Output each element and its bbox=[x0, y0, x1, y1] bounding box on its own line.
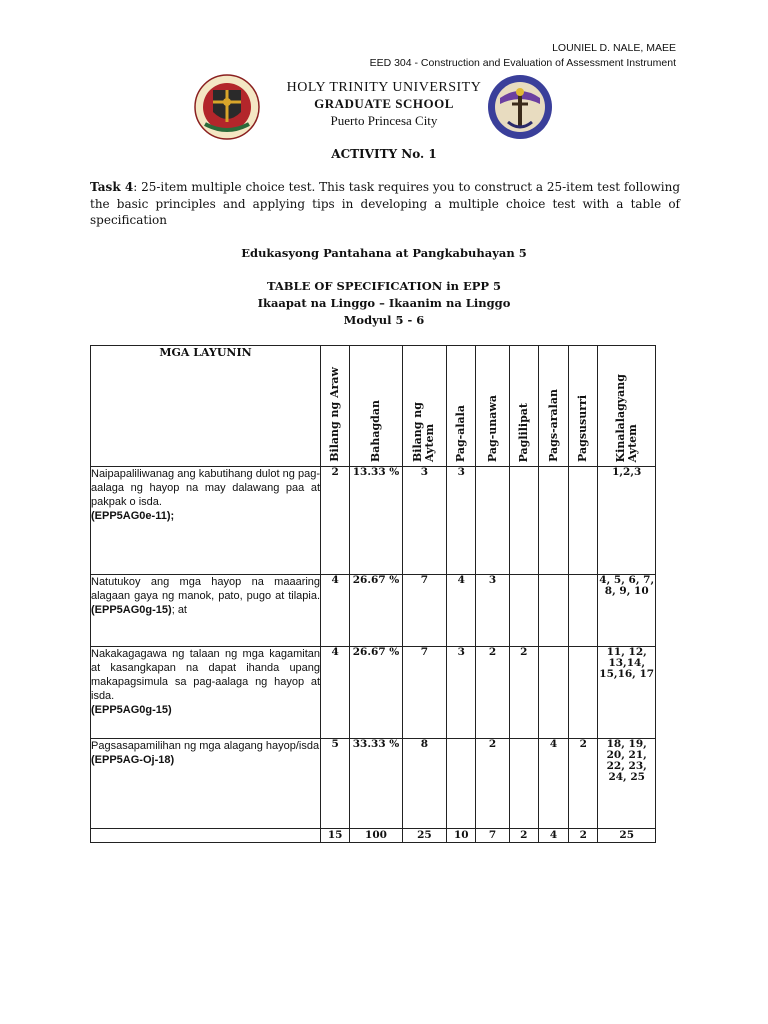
objective-cell: Nakakagagawa ng talaan ng mga kagamitan at kasangkapan na dapat ihanda upang makapagsimula sa pag-aalaga ng hayop at isda. (EPP5AG0g-15) bbox=[91, 647, 321, 739]
total-understanding: 7 bbox=[476, 829, 509, 843]
cell-days: 5 bbox=[321, 739, 350, 829]
cell-days: 4 bbox=[321, 647, 350, 739]
header-percentage: Bahagdan bbox=[350, 346, 402, 467]
tos-title: TABLE OF SPECIFICATION in EPP 5 bbox=[266, 279, 502, 293]
total-evaluating: 2 bbox=[569, 829, 598, 843]
table-row bbox=[91, 467, 656, 575]
cell-remembering: 3 bbox=[447, 647, 476, 739]
table-total-row bbox=[91, 829, 656, 843]
cell-item-placement: 11, 12, 13,14, 15,16, 17 bbox=[598, 647, 656, 739]
total-days: 15 bbox=[321, 829, 350, 843]
author-block bbox=[116, 41, 676, 71]
cell-analyzing bbox=[538, 467, 568, 575]
total-analyzing: 4 bbox=[538, 829, 568, 843]
header-applying: Paglilipat bbox=[509, 346, 538, 467]
cell-percentage: 26.67 % bbox=[350, 647, 402, 739]
cell-percentage: 33.33 % bbox=[350, 739, 402, 829]
cell-evaluating bbox=[569, 647, 598, 739]
course-title: EED 304 - Construction and Evaluation of Assessment Instrument bbox=[369, 57, 676, 69]
cell-item-placement: 18, 19, 20, 21, 22, 23, 24, 25 bbox=[598, 739, 656, 829]
subject-title: Edukasyong Pantahana at Pangkabuhayan 5 bbox=[241, 246, 527, 260]
tos-weeks: Ikaapat na Linggo – Ikaanim na Linggo bbox=[257, 296, 511, 310]
cell-remembering bbox=[447, 739, 476, 829]
total-applying: 2 bbox=[509, 829, 538, 843]
table-header-row bbox=[91, 346, 656, 467]
tos-module: Modyul 5 - 6 bbox=[343, 313, 425, 327]
header-analyzing: Pags-aralan bbox=[538, 346, 568, 467]
cell-analyzing bbox=[538, 575, 568, 647]
cell-days: 4 bbox=[321, 575, 350, 647]
cell-item-placement: 4, 5, 6, 7, 8, 9, 10 bbox=[598, 575, 656, 647]
header-remembering: Pag-alala bbox=[447, 346, 476, 467]
task-description bbox=[90, 179, 680, 229]
cell-applying bbox=[509, 575, 538, 647]
cell-applying bbox=[509, 739, 538, 829]
cell-remembering: 4 bbox=[447, 575, 476, 647]
cell-item-count: 7 bbox=[402, 647, 446, 739]
cell-item-count: 3 bbox=[402, 467, 446, 575]
cell-item-count: 7 bbox=[402, 575, 446, 647]
objectives-header: MGA LAYUNIN bbox=[91, 346, 321, 467]
objective-cell: Naipapaliliwanag ang kabutihang dulot ng pag-aalaga ng hayop na may dalawang paa at pakpak o isda. (EPP5AG0e-11); bbox=[91, 467, 321, 575]
city-name: Puerto Princesa City bbox=[330, 113, 438, 128]
cell-item-count: 8 bbox=[402, 739, 446, 829]
school-name: GRADUATE SCHOOL bbox=[314, 96, 454, 111]
cell-analyzing: 4 bbox=[538, 739, 568, 829]
cell-analyzing bbox=[538, 647, 568, 739]
cell-evaluating bbox=[569, 575, 598, 647]
total-label-cell bbox=[91, 829, 321, 843]
cell-understanding: 2 bbox=[476, 739, 509, 829]
table-row bbox=[91, 647, 656, 739]
table-row bbox=[91, 739, 656, 829]
table-of-specification bbox=[90, 345, 656, 843]
task-label: Task 4 bbox=[90, 180, 134, 194]
cell-applying bbox=[509, 467, 538, 575]
header-item-placement: Kinalalagyang Aytem bbox=[598, 346, 656, 467]
cell-applying: 2 bbox=[509, 647, 538, 739]
cell-understanding bbox=[476, 467, 509, 575]
cell-evaluating bbox=[569, 467, 598, 575]
cell-days: 2 bbox=[321, 467, 350, 575]
objective-cell: Natutukoy ang mga hayop na maaaring alagaan gaya ng manok, pato, pugo at tilapia. (EPP5AG0g-15); at bbox=[91, 575, 321, 647]
total-item-placement: 25 bbox=[598, 829, 656, 843]
objective-cell: Pagsasapamilihan ng mga alagang hayop/isda (EPP5AG-Oj-18) bbox=[91, 739, 321, 829]
cell-percentage: 13.33 % bbox=[350, 467, 402, 575]
header-days: Bilang ng Araw bbox=[321, 346, 350, 467]
tos-heading bbox=[0, 278, 768, 329]
header-understanding: Pag-unawa bbox=[476, 346, 509, 467]
activity-title: ACTIVITY No. 1 bbox=[331, 147, 437, 161]
total-percentage: 100 bbox=[350, 829, 402, 843]
header-item-count: Bilang ng Aytem bbox=[402, 346, 446, 467]
author-name: LOUNIEL D. NALE, MAEE bbox=[552, 42, 676, 54]
cell-evaluating: 2 bbox=[569, 739, 598, 829]
cell-percentage: 26.67 % bbox=[350, 575, 402, 647]
table-row bbox=[91, 575, 656, 647]
total-item-count: 25 bbox=[402, 829, 446, 843]
cell-remembering: 3 bbox=[447, 467, 476, 575]
cell-item-placement: 1,2,3 bbox=[598, 467, 656, 575]
university-name: HOLY TRINITY UNIVERSITY bbox=[286, 80, 482, 95]
cell-understanding: 3 bbox=[476, 575, 509, 647]
task-text: : 25-item multiple choice test. This task requires you to construct a 25-item test following the basic principles and applying tips in developing a multiple choice test with a table of specification bbox=[90, 180, 680, 227]
total-remembering: 10 bbox=[447, 829, 476, 843]
header-evaluating: Pagsusurri bbox=[569, 346, 598, 467]
cell-understanding: 2 bbox=[476, 647, 509, 739]
